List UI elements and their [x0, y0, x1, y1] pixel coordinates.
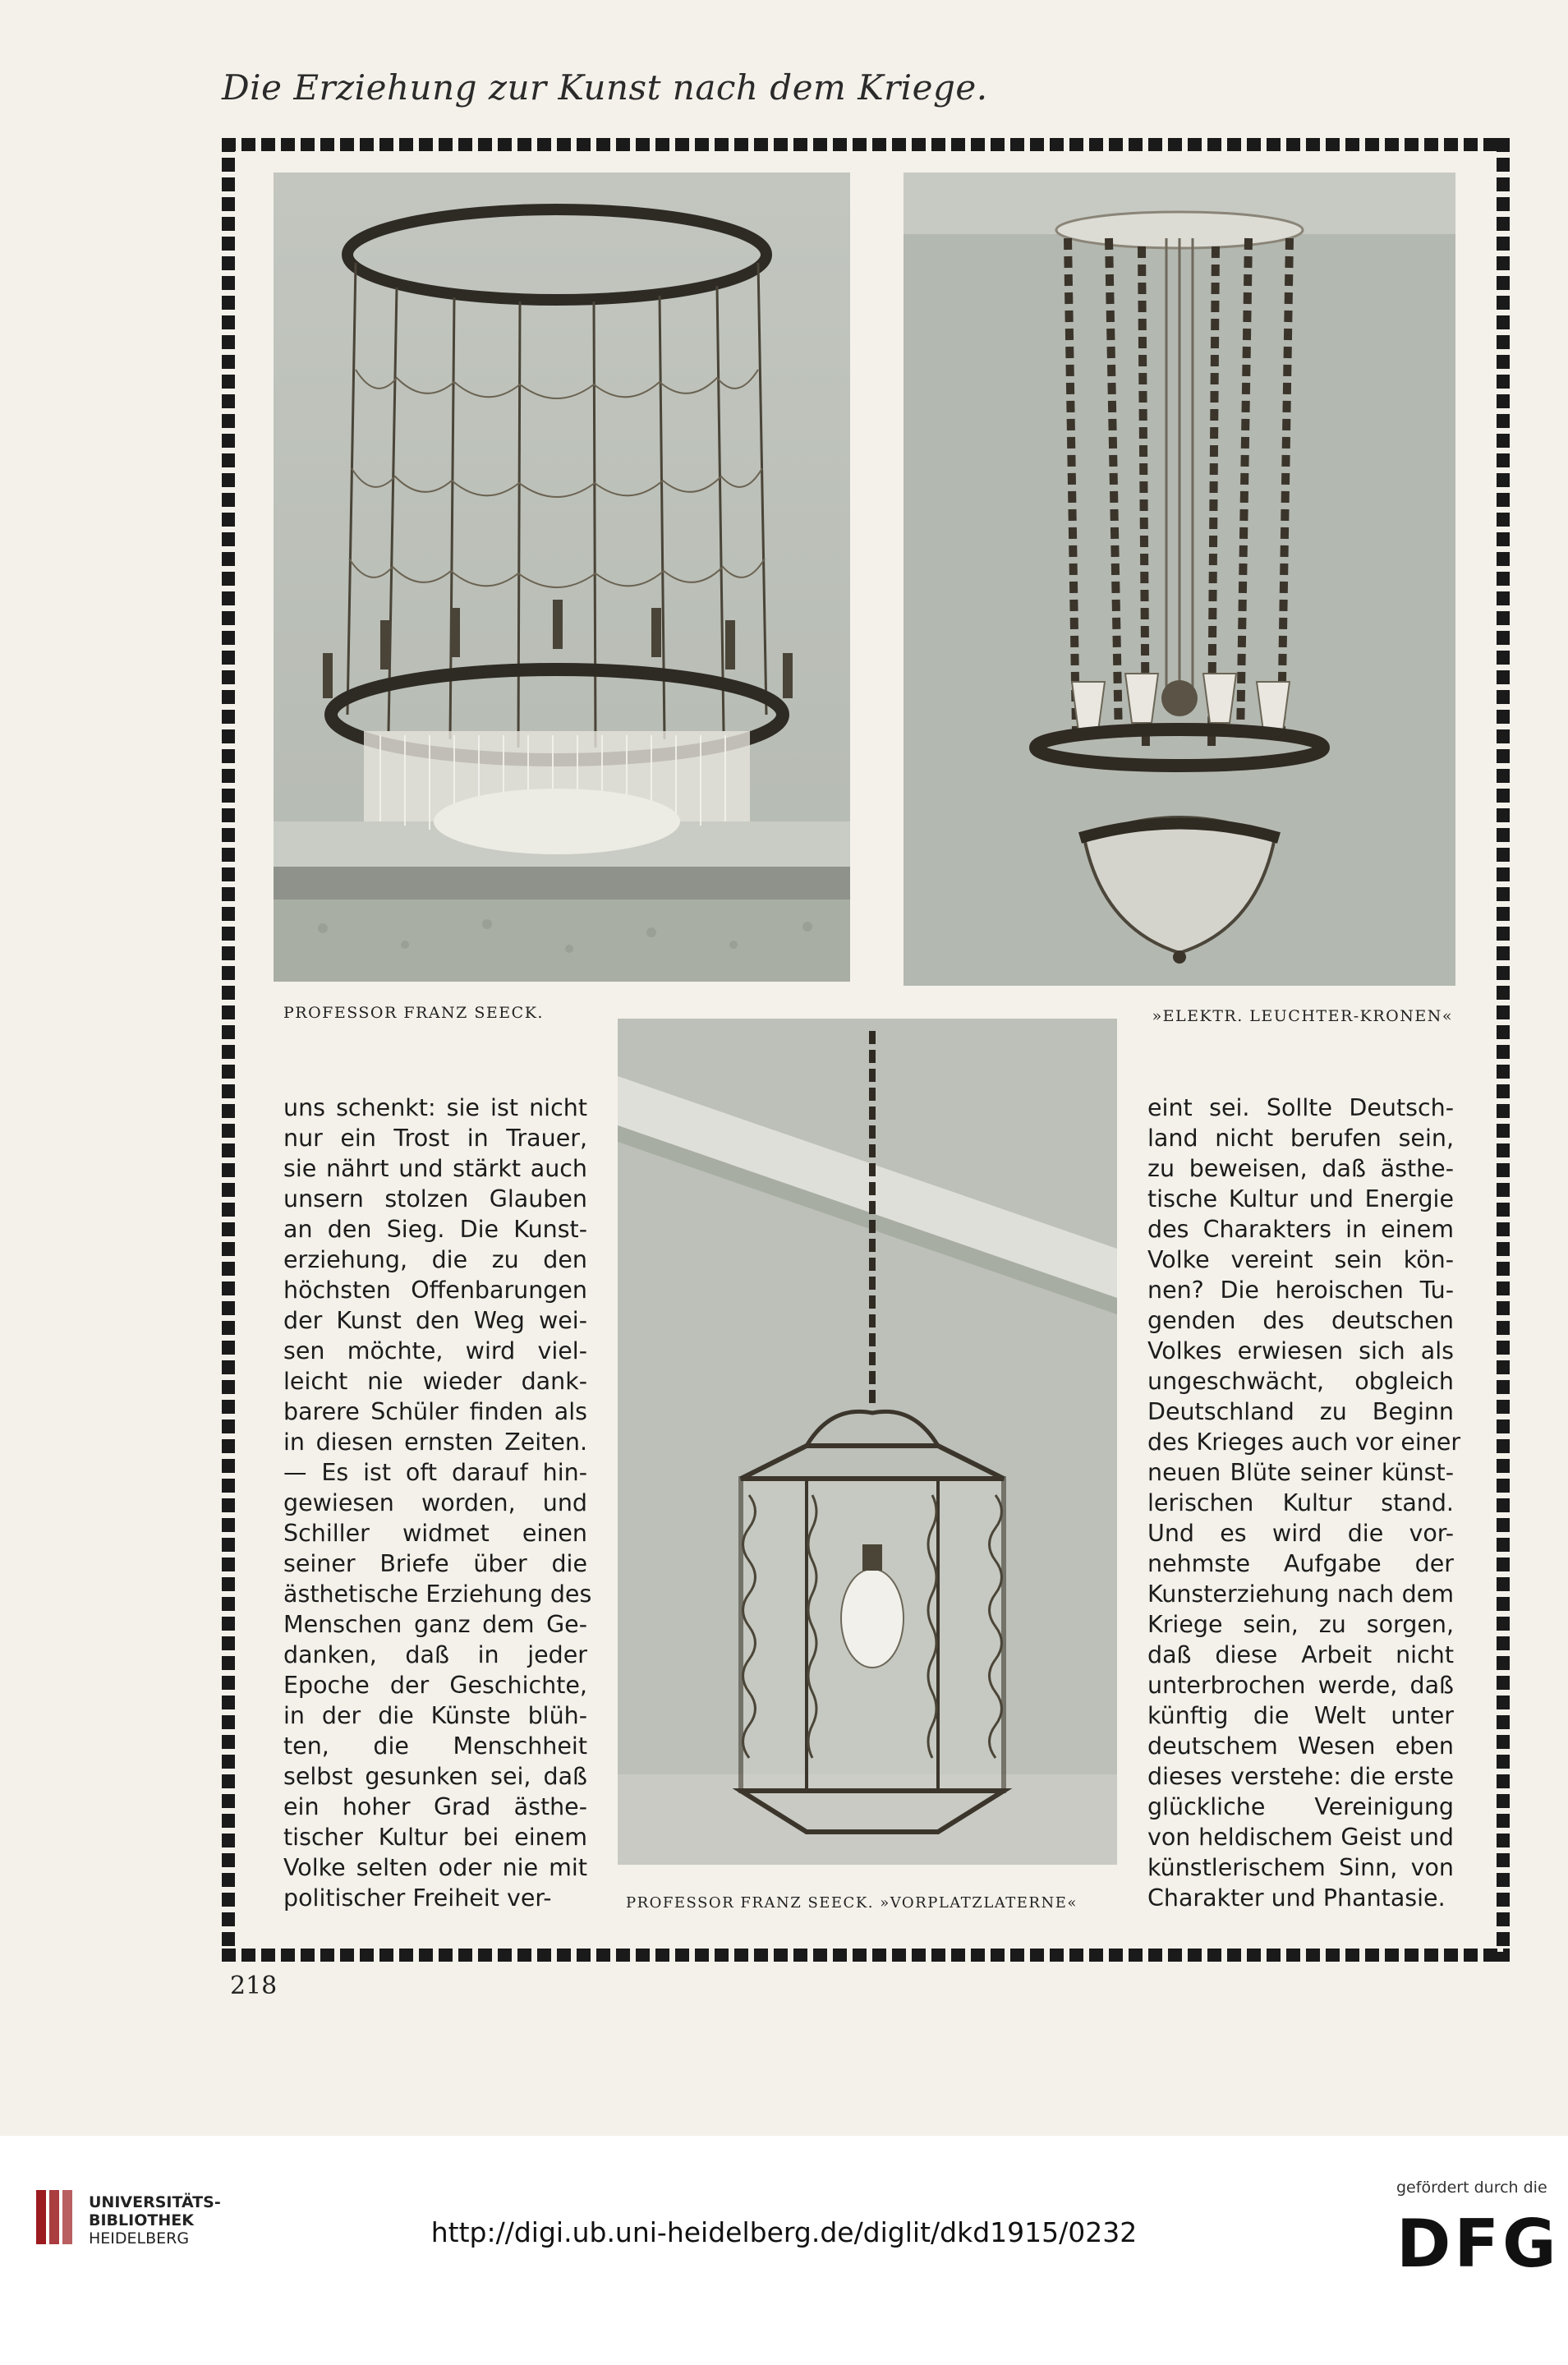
- text-line: ten, die Menschheit: [283, 1732, 587, 1760]
- crown-chandelier-illustration: [904, 173, 1455, 986]
- text-line: gewiesen worden, und: [283, 1489, 587, 1516]
- text-line: Volke selten oder nie mit: [283, 1854, 587, 1881]
- text-line: unterbrochen werde, daß: [1147, 1672, 1454, 1699]
- text-line: ungeschwächt, obgleich: [1147, 1368, 1454, 1395]
- text-line: seiner Briefe über die: [283, 1550, 587, 1577]
- text-line: Kriege sein, zu sorgen,: [1147, 1611, 1454, 1638]
- text-line: von heldischem Geist und: [1147, 1824, 1454, 1851]
- page-number: 218: [230, 1972, 278, 2000]
- text-line: Epoche der Geschichte,: [283, 1672, 587, 1699]
- photo-ring-chandelier: [274, 173, 850, 982]
- text-line: Deutschland zu Beginn: [1147, 1398, 1454, 1425]
- right-text-column: [1147, 1093, 1461, 1913]
- text-line: Menschen ganz dem Ge-: [283, 1611, 587, 1638]
- text-line: Volke vereint sein kön-: [1147, 1246, 1454, 1273]
- photo-crown-chandelier: [904, 173, 1455, 986]
- text-line: nen? Die heroischen Tu-: [1147, 1277, 1454, 1304]
- left-text-column: [283, 1093, 592, 1913]
- text-line: in der die Künste blüh-: [283, 1702, 587, 1729]
- text-line: der Kunst den Weg wei-: [283, 1307, 587, 1334]
- frame-bottom-border: [222, 1949, 1510, 1962]
- text-line: nehmste Aufgabe der: [1147, 1550, 1454, 1577]
- library-line-3: HEIDELBERG: [89, 2229, 190, 2248]
- text-line: Charakter und Phantasie.: [1147, 1884, 1446, 1912]
- text-line: nur ein Trost in Trauer,: [283, 1125, 587, 1152]
- text-line: des Krieges auch vor einer: [1147, 1429, 1461, 1456]
- text-line: Schiller widmet einen: [283, 1520, 587, 1547]
- text-line: des Charakters in einem: [1147, 1216, 1454, 1243]
- text-line: Volkes erwiesen sich als: [1147, 1337, 1454, 1364]
- permalink-url[interactable]: http://digi.ub.uni-heidelberg.de/diglit/dkd1915/0232: [430, 2216, 1138, 2248]
- library-line-1: UNIVERSITÄTS-: [89, 2193, 221, 2211]
- text-line: lerischen Kultur stand.: [1147, 1489, 1454, 1516]
- text-line: tische Kultur und Energie: [1147, 1185, 1454, 1212]
- funding-label: gefördert durch die: [1396, 2179, 1547, 2197]
- frame-left-border: [222, 138, 235, 1962]
- text-line: selbst gesunken sei, daß: [283, 1763, 587, 1790]
- text-line: unsern stolzen Glauben: [283, 1185, 587, 1212]
- photo-vestibule-lantern: [618, 1019, 1117, 1865]
- text-line: neuen Blüte seiner künst-: [1147, 1459, 1454, 1486]
- ring-chandelier-illustration: [274, 173, 850, 982]
- text-line: genden des deutschen: [1147, 1307, 1454, 1334]
- text-line: künftig die Welt unter: [1147, 1702, 1454, 1729]
- library-line-2: BIBLIOTHEK: [89, 2211, 194, 2229]
- text-line: dieses verstehe: die erste: [1147, 1763, 1454, 1790]
- text-line: Kunsterziehung nach dem: [1147, 1581, 1454, 1608]
- text-line: in diesen ernsten Zeiten.: [283, 1429, 587, 1456]
- frame-right-border: [1497, 138, 1510, 1962]
- running-head: Die Erziehung zur Kunst nach dem Kriege.: [222, 67, 988, 108]
- text-line: daß diese Arbeit nicht: [1147, 1641, 1454, 1668]
- text-line: deutschem Wesen eben: [1147, 1732, 1454, 1760]
- text-line: barere Schüler finden als: [283, 1398, 587, 1425]
- frame-top-border: [222, 138, 1510, 151]
- caption-top-left: PROFESSOR FRANZ SEECK.: [283, 1004, 544, 1022]
- caption-top-right: »ELEKTR. LEUCHTER-KRONEN«: [1152, 1007, 1453, 1025]
- text-line: zu beweisen, daß ästhe-: [1147, 1155, 1454, 1182]
- text-line: leicht nie wieder dank-: [283, 1368, 587, 1395]
- text-line: land nicht berufen sein,: [1147, 1125, 1454, 1152]
- text-line: politischer Freiheit ver-: [283, 1884, 552, 1912]
- footer-bar: [0, 2136, 1568, 2365]
- dfg-logo: DFG: [1396, 2206, 1560, 2282]
- caption-bottom-center: PROFESSOR FRANZ SEECK. »VORPLATZLATERNE«: [626, 1894, 1078, 1912]
- text-line: ein hoher Grad ästhe-: [283, 1793, 587, 1820]
- text-line: eint sei. Sollte Deutsch-: [1147, 1094, 1454, 1121]
- text-line: ästhetische Erziehung des: [283, 1581, 592, 1608]
- text-line: künstlerischem Sinn, von: [1147, 1854, 1454, 1881]
- text-line: höchsten Offenbarungen: [283, 1277, 587, 1304]
- text-line: danken, daß in jeder: [283, 1641, 587, 1668]
- text-line: sen möchte, wird viel-: [283, 1337, 587, 1364]
- text-line: sie nährt und stärkt auch: [283, 1155, 587, 1182]
- text-line: tischer Kultur bei einem: [283, 1824, 587, 1851]
- text-line: an den Sieg. Die Kunst-: [283, 1216, 587, 1243]
- text-line: — Es ist oft darauf hin-: [283, 1459, 587, 1486]
- text-line: Und es wird die vor-: [1147, 1520, 1454, 1547]
- lantern-illustration: [618, 1019, 1117, 1865]
- text-line: uns schenkt: sie ist nicht: [283, 1094, 587, 1121]
- text-line: erziehung, die zu den: [283, 1246, 587, 1273]
- text-line: glückliche Vereinigung: [1147, 1793, 1454, 1820]
